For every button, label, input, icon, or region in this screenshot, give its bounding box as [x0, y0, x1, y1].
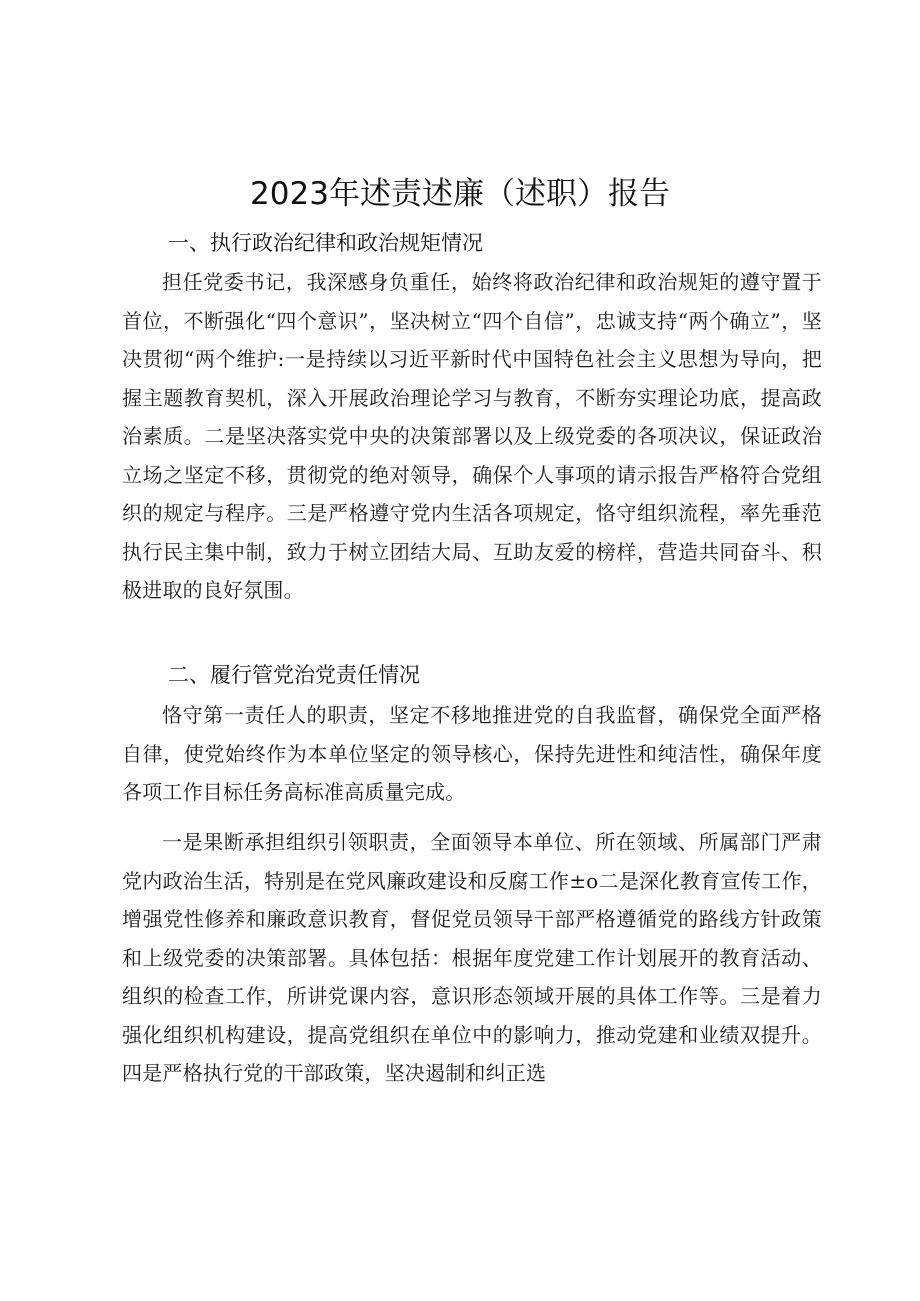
section-2-paragraph-1: 恪守第一责任人的职责，坚定不移地推进党的自我监督，确保党全面严格自律，使党始终作为本单位坚定的领导核心，保持先进性和纯洁性，确保年度各项工作目标任务高标准高质量完成。	[122, 703, 822, 804]
section-2-paragraph-2: 一是果断承担组织引领职责，全面领导本单位、所在领域、所属部门严肃党内政治生活，特别是在党风廉政建设和反腐工作±o二是深化教育宣传工作，增强党性修养和廉政意识教育，督促党员领导干部严格遵循党的路线方针政策和上级党委的决策部署。具体包括：根据年度党建工作计划展开的教育活动、组织的检查工作，所讲党课内容，意识形态领域开展的具体工作等。三是着力强化组织机构建设，提高党组织在单位中的影响力，推动党建和业绩双提升。四是严格执行党的干部政策，坚决遏制和纠正选	[122, 830, 822, 1085]
section-heading-2: 二、履行管党治党责任情况	[168, 663, 420, 687]
section-heading-1: 一、执行政治纪律和政治规矩情况	[168, 231, 483, 255]
document-title: 2023年述责述廉（述职）报告	[250, 176, 670, 212]
section-1-paragraph-1: 担任党委书记，我深感身负重任，始终将政治纪律和政治规矩的遵守置于首位，不断强化“四个意识”，坚决树立“四个自信”，忠诚支持“两个确立”，坚决贯彻“两个维护:一是持续以习近平新时代中国特色社会主义思想为导向，把握主题教育契机，深入开展政治理论学习与教育，不断夯实理论功底，提高政治素质。二是坚决落实党中央的决策部署以及上级党委的各项决议，保证政治立场之坚定不移，贯彻党的绝对领导，确保个人事项的请示报告严格符合党组织的规定与程序。三是严格遵守党内生活各项规定，恪守组织流程，率先垂范执行民主集中制，致力于树立团结大局、互助友爱的榜样，营造共同奋斗、积极进取的良好氛围。	[122, 270, 822, 602]
